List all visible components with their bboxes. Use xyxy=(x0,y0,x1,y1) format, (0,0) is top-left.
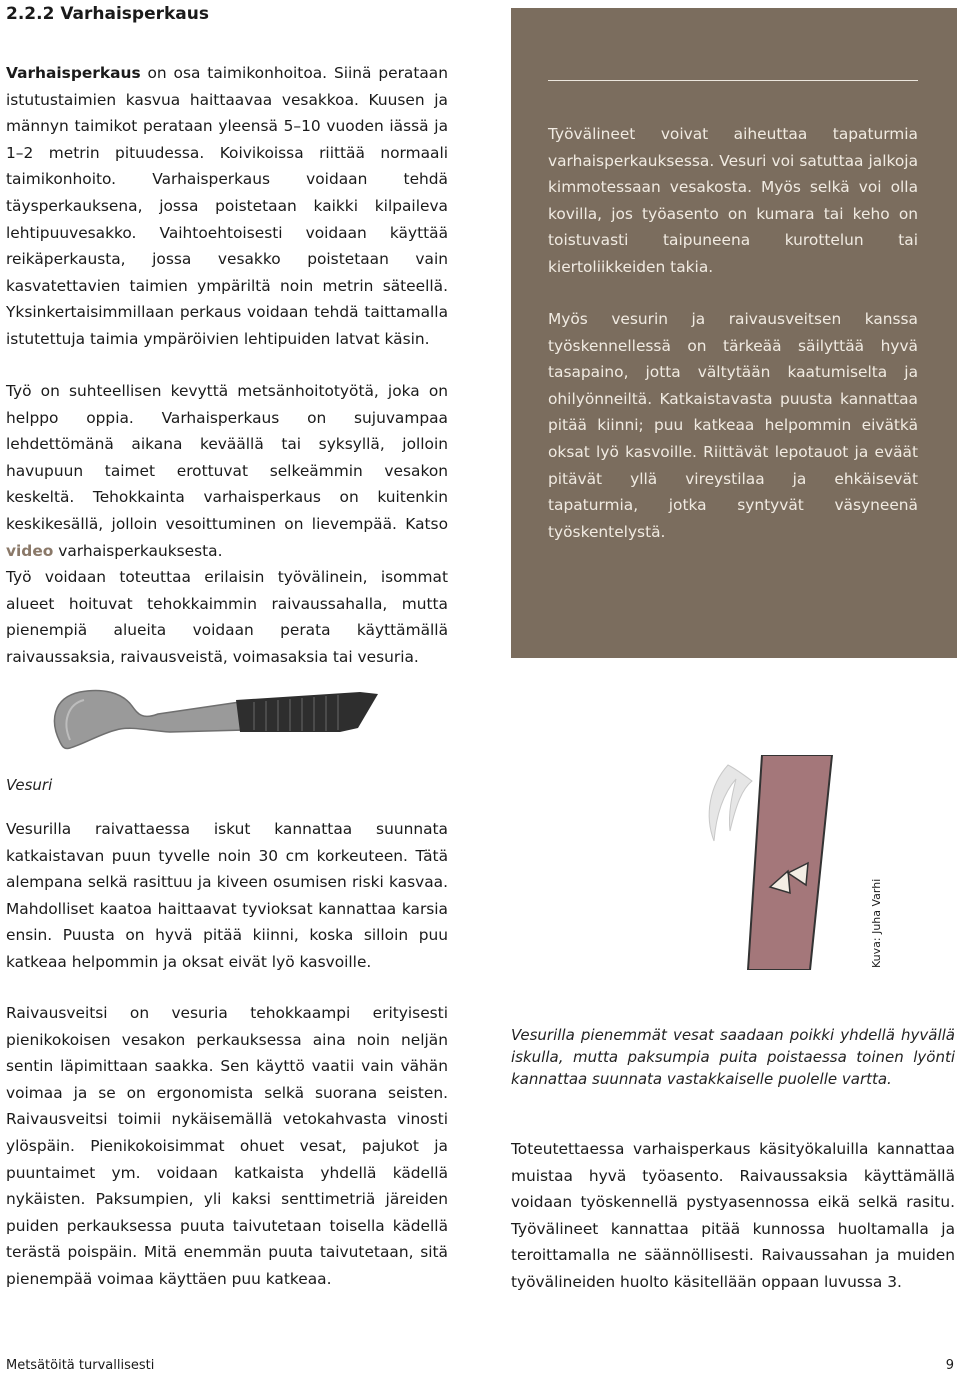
figure-caption: Vesurilla pienemmät vesat saadaan poikki yhdellä hyvällä iskulla, mutta paksumpia puita poistaessa toinen lyönti kannattaa suunnata vastakkaiselle puolelle vartta. xyxy=(511,1026,955,1088)
paragraph-6: Toteutettaessa varhaisperkaus käsityökaluilla kannattaa muistaa hyvä työasento. Raivaussaksia käyttämällä voidaan työskennellä pystyasennossa eikä selkä rasitu. Työvälineet kannattaa pitää kunnossa huoltamalla ja teroittamalla ne säännöllisesti. Raivaussahan ja muiden työvälineiden huolto käsitellään oppaan luvussa 3. xyxy=(511,1140,955,1291)
intro-paragraph xyxy=(6,60,448,353)
vesuri-tool-image xyxy=(40,684,390,754)
photo-credit: Kuva: Juha Varhi xyxy=(870,878,883,968)
page-number: 9 xyxy=(945,1358,954,1373)
footer-title: Metsätöitä turvallisesti xyxy=(6,1358,155,1373)
para2-text-after: varhaisperkauksesta. xyxy=(53,541,223,560)
intro-lead: Varhaisperkaus xyxy=(6,64,141,82)
tree-cut-illustration xyxy=(670,755,890,970)
sidebar-paragraph-1: Työvälineet voivat aiheuttaa tapaturmia varhaisperkauksessa. Vesuri voi satuttaa jalkoja kimmotessaan vesakosta. Myös selkä voi olla kovilla, jos työasento on kumara tai keho on toistuvasti taipuneena kurottelun tai kiertoliikkeiden takia. xyxy=(548,125,918,276)
paragraph-4: Vesurilla raivattaessa iskut kannattaa suunnata katkaistavan puun tyvelle noin 30 cm korkeuteen. Tätä alempana selkä rasittuu ja kiveen osumisen riski kasvaa. Mahdolliset kaatoa haittaavat tyvioksat kannattaa karsia ensin. Puusta on hyvä pitää kiinni, koska silloin puu katkeaa helpommin ja oksat eivät lyö kasvoille. xyxy=(6,820,448,971)
section-heading: 2.2.2 Varhaisperkaus xyxy=(6,4,210,24)
tool-caption: Vesuri xyxy=(6,776,53,794)
intro-text: on osa taimikonhoitoa. Siinä perataan istutustaimien kasvua haittaavaa vesakkoa. Kuusen ja männyn taimikot perataan yleensä 5–10 vuoden iässä ja 1–2 metrin pituudessa. Koivikoissa riittää normaali taimikonhoito. Varhaisperkaus voidaan tehdä täysperkauksena, jossa poistetaan kaikki kilpaileva lehtipuuvesakko. Vaihtoehtoisesti voidaan käyttää reikäperkausta, jossa vesakko poistetaan vain kasvatettavien taimien ympäriltä noin metrin säteellä. Yksinkertaisimmillaan perkaus voidaan tehdä taittamalla istutettuja taimia ympäröivien lehtipuiden latvat käsin. xyxy=(6,64,448,348)
paragraph-2 xyxy=(6,378,448,564)
sidebar-paragraph-2: Myös vesurin ja raivausveitsen kanssa työskennellessä on tärkeää säilyttää hyvä tasapaino, jotta vältytään kaatumiselta ja ohilyönneiltä. Katkaistavasta puusta kannattaa pitää kiinni; puu katkeaa helpommin eivätkä oksat lyö kasvoille. Riittävät lepotauot ja eväät pitävät yllä vireystilaa ja ehkäisevät tapaturmia, jotka syntyvät väsyneenä työskentelystä. xyxy=(548,310,918,541)
para2-text-before: Työ on suhteellisen kevyttä metsänhoitotyötä, joka on helppo oppia. Varhaisperkaus on sujuvampaa lehdettömänä aikana keväällä tai syksyllä, jolloin havupuun taimet erottuvat selkeämmin vesakon keskeltä. Tehokkainta varhaisperkaus on kuitenkin keskikesällä, jolloin vesoittuminen on lievempää. Katso xyxy=(6,382,448,533)
paragraph-3: Työ voidaan toteuttaa erilaisin työvälinein, isommat alueet hoituvat tehokkaimmin raivaussahalla, mutta pienempiä alueita voidaan perata käyttämällä raivaussaksia, raivausveistä, voimasaksia tai vesuria. xyxy=(6,568,448,666)
paragraph-5: Raivausveitsi on vesuria tehokkaampi erityisesti pienikokoisen vesakon perkauksessa aina noin neljän sentin läpimittaan saakka. Sen käyttö vaatii vain vähän voimaa ja se on ergonomista selkä suorana seisten. Raivausveitsi toimii nykäisemällä vetokahvasta vinosti ylöspäin. Pienikokoisimmat ohuet vesat, pajukot ja puuntaimet ym. voidaan katkaista yhdellä kädellä nykäisten. Paksumpien, yli kaksi senttimetriä järeiden puiden perkauksessa puuta taivutetaan toisella kädellä terästä poispäin. Mitä enemmän puuta taivutetaan, sitä pienempää voimaa käyttäen puu katkeaa. xyxy=(6,1004,448,1288)
video-link[interactable]: video xyxy=(6,541,54,560)
sidebar-divider xyxy=(548,80,918,81)
